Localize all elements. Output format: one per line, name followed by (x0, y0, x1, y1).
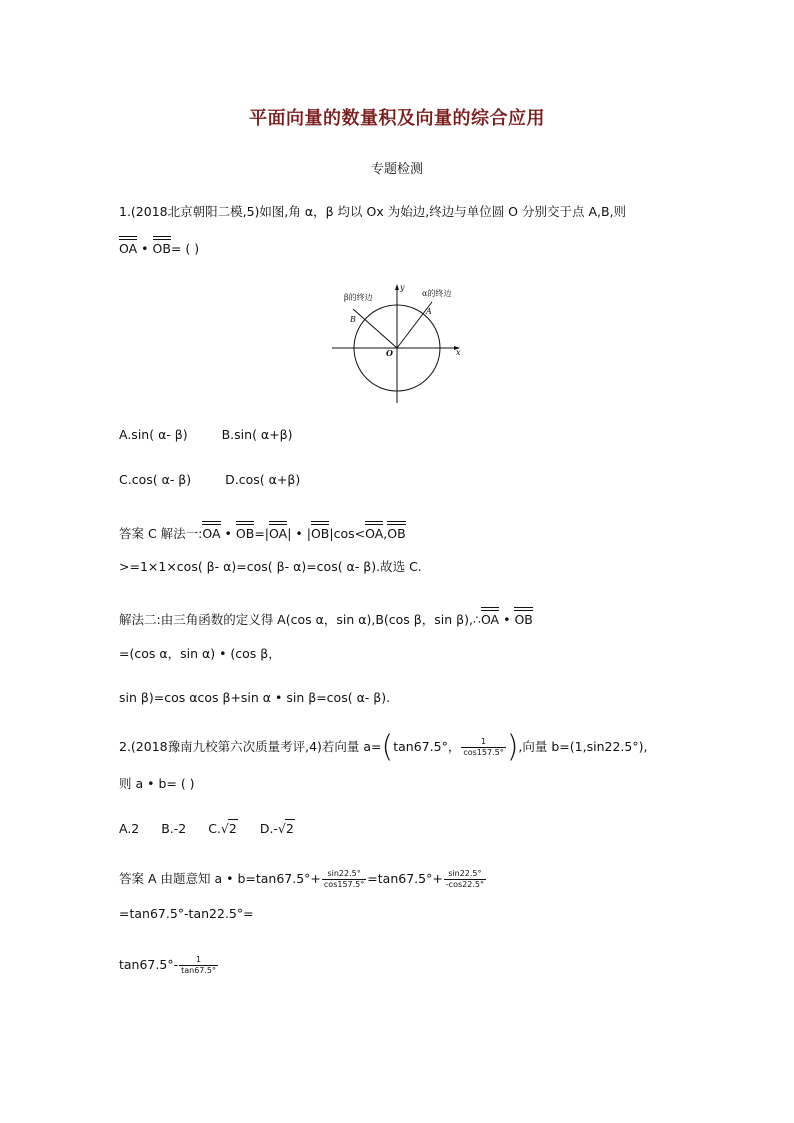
fraction-denominator: -cos22.5° (445, 880, 484, 889)
q2-answer-text: =tan67.5°+ (367, 871, 443, 886)
fraction (444, 869, 486, 890)
radicand: 2 (228, 821, 237, 836)
fraction-numerator: 1 (179, 955, 218, 966)
page-title: 平面向量的数量积及向量的综合应用 (249, 108, 545, 129)
vector-oa: OA (365, 521, 383, 543)
fraction (461, 737, 505, 758)
answer-prefix: 答案 C 解法一: (119, 526, 203, 541)
q1-method2-line2: =(cos α，sin α) • (cos β， (119, 646, 281, 661)
q1-option-b: B.sin( α+β) (221, 427, 293, 442)
vector-oa: OA (119, 236, 137, 258)
sqrt-sign-icon: √ (220, 821, 229, 836)
method2-text: 解法二:由三角函数的定义得 A(cos α，sin α),B(cos β，sin β),∴ (119, 612, 481, 627)
q2-option-b: B.-2 (161, 821, 187, 836)
q2-stem-text: 2.(2018豫南九校第六次质量考评,4)若向量 a= (119, 739, 382, 754)
q1-blank: = ( ) (170, 241, 200, 256)
q2-answer-text: tan67.5°- (119, 957, 179, 972)
label-beta-terminal: β的终边 (344, 293, 373, 302)
q1-answer-line1 (119, 521, 406, 543)
left-paren: ( (381, 729, 394, 765)
fraction-numerator: 1 (461, 737, 505, 748)
y-axis-arrow (395, 284, 399, 290)
fraction-numerator: sin22.5° (322, 869, 366, 880)
vector-ob: OB (236, 521, 254, 543)
q2-stem-tan: tan67.5°， (393, 739, 461, 754)
answer-comma: , (383, 526, 388, 541)
vector-oa: OA (269, 521, 287, 543)
vector-ob: OB (514, 607, 532, 629)
fraction (179, 955, 218, 976)
vector-ob: OB (387, 521, 405, 543)
radicand: 2 (285, 821, 294, 836)
right-paren: ) (506, 729, 519, 765)
q2-stem-text: ,向量 b=(1,sin22.5°), (518, 739, 648, 754)
vector-ob: OB (311, 521, 329, 543)
q1-option-d: D.cos( α+β) (225, 472, 301, 487)
vector-ob: OB (153, 236, 171, 258)
label-origin: O (386, 348, 393, 358)
q2-answer-line3 (119, 955, 219, 976)
q1-method2-line1 (119, 607, 533, 629)
q2-stem-line1 (119, 729, 648, 765)
q1-stem-line1: 1.(2018北京朝阳二模,5)如图,角 α，β 均以 Ox 为始边,终边与单位圆 O 分别交于点 A,B,则 (119, 204, 627, 219)
option-label: D.- (259, 821, 278, 836)
vector-oa: OA (202, 521, 220, 543)
answer-text: | • | (287, 526, 311, 541)
q2-option-a: A.2 (119, 821, 140, 836)
answer-text: |cos< (329, 526, 366, 541)
label-x: x (456, 348, 461, 357)
q2-stem-line2: 则 a • b= ( ) (119, 776, 195, 791)
q2-answer-line1 (119, 869, 487, 890)
q1-options-row2 (119, 471, 300, 489)
answer-text: =| (254, 526, 270, 541)
fraction-denominator: tan67.5° (181, 966, 216, 975)
q1-answer-line2: >=1×1×cos( β- α)=cos( β- α)=cos( α- β).故选 C. (119, 559, 422, 574)
dot-operator: • (224, 526, 232, 541)
q1-option-a: A.sin( α- β) (119, 427, 188, 442)
label-point-b: B (350, 315, 356, 324)
ray-beta (353, 309, 397, 348)
label-y: y (400, 283, 405, 292)
page-subtitle: 专题检测 (370, 162, 423, 177)
fraction (322, 869, 366, 890)
dot-operator: • (503, 612, 511, 627)
q2-option-c (208, 821, 238, 836)
unit-circle-figure (325, 282, 470, 407)
dot-operator: • (141, 241, 149, 256)
q2-options (119, 819, 295, 838)
fraction-denominator: cos157.5° (323, 880, 365, 889)
q2-answer-line2: =tan67.5°-tan22.5°= (119, 906, 254, 921)
label-point-a: A (426, 307, 432, 316)
fraction-numerator: sin22.5° (444, 869, 486, 880)
vector-oa: OA (481, 607, 499, 629)
q1-options-row1 (119, 426, 292, 444)
q1-stem-line2 (119, 236, 199, 258)
label-alpha-terminal: α的终边 (422, 289, 452, 298)
q2-option-d (260, 821, 295, 836)
q1-option-c: C.cos( α- β) (119, 472, 192, 487)
sqrt-sign-icon: √ (277, 821, 286, 836)
q2-answer-text: 答案 A 由题意知 a • b=tan67.5°+ (119, 871, 321, 886)
fraction-denominator: cos157.5° (463, 748, 504, 757)
option-label: C. (208, 821, 221, 836)
q1-method2-line3: sin β)=cos αcos β+sin α • sin β=cos( α- β). (119, 690, 391, 705)
